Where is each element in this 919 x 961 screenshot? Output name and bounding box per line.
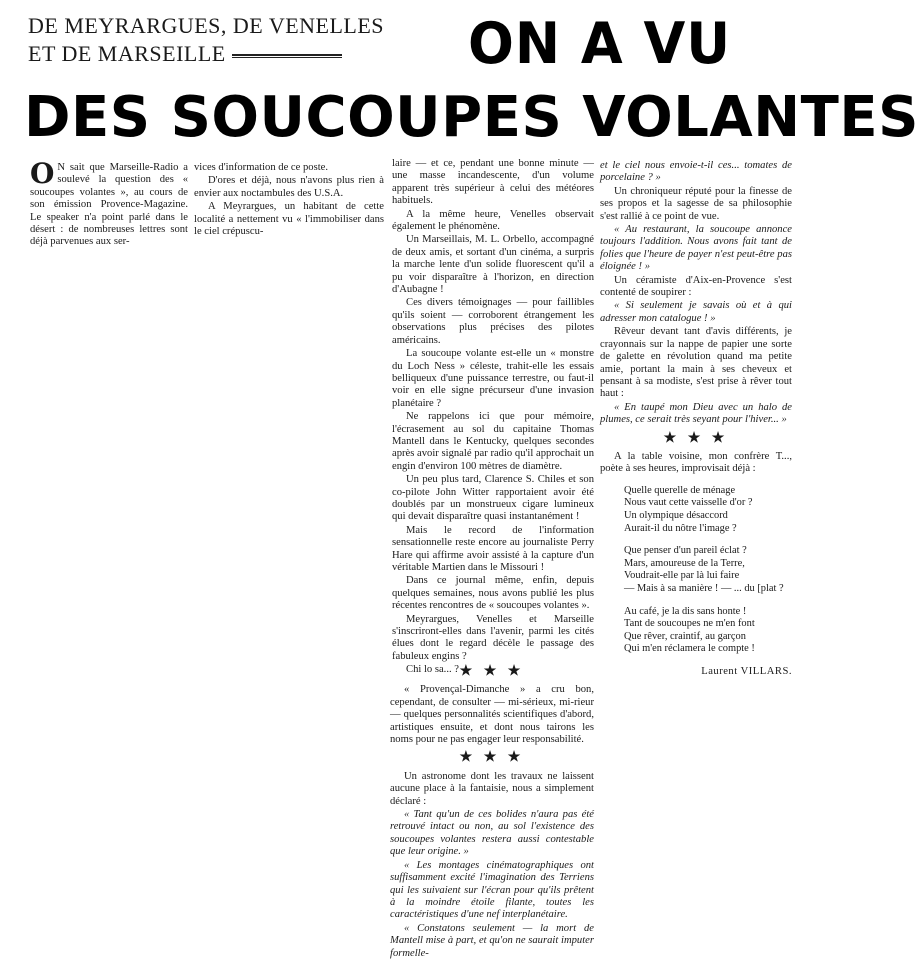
paragraph: Chi lo sa... ?: [406, 664, 459, 676]
paragraph: « Provençal-Dimanche » a cru bon, cependant, de consulter — mi-sérieux, mi-rieur — quelques personnalités scientifiques d'abord, artistiques ensuite, et dont nous tairons les noms pour ne pas engager leur responsabilité.: [390, 684, 594, 746]
article-column-2: [194, 162, 384, 239]
quote-paragraph: et le ciel nous envoie-t-il ces... tomates de porcelaine ? »: [600, 160, 792, 184]
paragraph: A la table voisine, mon confrère T..., poète à ses heures, improvisait déjà :: [600, 450, 792, 475]
section-separator-stars: ★ ★ ★: [459, 664, 525, 679]
paragraph: Un astronome dont les travaux ne laissent aucune place à la fantaisie, nous a simplement déclaré :: [390, 770, 594, 807]
quote-paragraph: « Les montages cinématographiques ont suffisamment excité l'imagination des Terriens qui les suivaient sur l'écran pour qu'ils prêtent à la moindre étoile filante, toutes les caractéristiques d'une nef interplanétaire.: [390, 859, 594, 921]
paragraph: Un céramiste d'Aix-en-Provence s'est contenté de soupirer :: [600, 274, 792, 299]
paragraph: Ces divers témoignages — pour faillibles qu'ils soient — corroborent étrangement les observations plus précises des pilotes américains.: [392, 297, 594, 346]
article-column-3: [392, 158, 594, 678]
paragraph: [30, 157, 188, 249]
kicker-line-2: ET DE MARSEILLE: [28, 41, 226, 66]
paragraph: Un Marseillais, M. L. Orbello, accompagné de deux amis, et sortant d'un cinéma, a surpris la marche lente d'un solide fluorescent qu'il a pu voir disparaître à l'horizon, en direction d'Aubagne !: [392, 234, 594, 296]
poem-stanza-2: [624, 545, 792, 595]
headline-kicker: [28, 12, 384, 68]
headline-main: DES SOUCOUPES VOLANTES: [24, 85, 919, 150]
paragraph: Meyrargues, Venelles et Marseille s'inscriront-elles dans l'avenir, parmi les cités élues dont le regard décèle le passage des fabuleux engins ?: [392, 613, 594, 662]
kicker-line-1: DE MEYRARGUES, DE VENELLES: [28, 13, 385, 38]
poem-line: — Mais à sa manière ! — ... du [plat ?: [624, 582, 784, 594]
article-column-4: [600, 160, 792, 678]
quote-paragraph: « Constatons seulement — la mort de Mantell mise à part, et qu'on ne saurait imputer formelle-: [390, 922, 594, 959]
poem-line: Tant de soucoupes ne m'en font: [624, 618, 755, 630]
paragraph: laire — et ce, pendant une bonne minute — une masse incandescente, d'un volume apparent très supérieur à celui des météores habituels.: [392, 158, 594, 207]
paragraph: Mais le record de l'information sensationnelle reste encore au journaliste Perry Hare qui affirme avoir assisté à la capture d'un véritable Martien dans le Missouri !: [392, 524, 594, 573]
poem-line: Qui m'en réclamera le compte !: [624, 643, 755, 655]
paragraph: A la même heure, Venelles observait également le phénomène.: [392, 208, 594, 233]
paragraph: Rêveur devant tant d'avis différents, je crayonnais sur la nappe de papier une sorte de galette en révolution quand ma petite amie, portant la main à ses cheveux et pensant à sa modiste, s'est prise à rêver tout haut :: [600, 326, 792, 400]
poem-stanza-3: [624, 606, 792, 656]
poem-line: Que penser d'un pareil éclat ?: [624, 545, 747, 557]
poem-line: Nous vaut cette vaisselle d'or ?: [624, 497, 753, 509]
paragraph: Un peu plus tard, Clarence S. Chiles et son co-pilote John Witter rapportaient avoir été doublés par un monstrueux cigare lumineux qui devait disparaître quasi instantanément !: [392, 474, 594, 523]
spacer: [600, 477, 792, 485]
article-column-1: [30, 157, 188, 250]
paragraph: vices d'information de ce poste.: [194, 162, 328, 173]
quote-paragraph: « Au restaurant, la soucoupe annonce toujours l'addition. Nous avons fait tant de folies que l'heure de payer n'est peut-être pas éloignée ! »: [600, 224, 792, 273]
drop-cap: O: [30, 157, 55, 190]
quote-paragraph: « En taupé mon Dieu avec un halo de plumes, ce serait très seyant pour l'hiver... »: [600, 401, 792, 426]
poem-line: Que rêver, craintif, au garçon: [624, 630, 746, 642]
poem-line: Mars, amoureuse de la Terre,: [624, 557, 745, 569]
poem-line: Quelle querelle de ménage: [624, 484, 736, 496]
paragraph: La soucoupe volante est-elle un « monstre du Loch Ness » céleste, trahit-elle les essais belliqueux d'une puissance terrestre, ou faut-il voir en elle signe précurseur d'une invasion planétaire ?: [392, 348, 594, 409]
poem-stanza-1: [624, 485, 792, 535]
paragraph: Ne rappelons ici que pour mémoire, l'écrasement au sol du capitaine Thomas Mantell dans le Kentucky, quelques secondes après avoir signalé par radio qu'il approchait un engin d'environ 100 mètres de diamètre.: [392, 411, 594, 472]
paragraph: A Meyrargues, un habitant de cette localité a nettement vu « l'immobiliser dans le ciel crépuscu-: [194, 201, 384, 238]
poem-line: Un olympique désaccord: [624, 509, 728, 521]
decorative-rule: [232, 54, 342, 58]
article-column-3-lower: [390, 660, 594, 961]
poem: [624, 485, 792, 656]
paragraph-text: N sait que Marseille-Radio a soulevé la question des « soucoupes volantes », au cours de son émission Provence-Magazine. Le speaker n'a point parlé dans le désert : de nombreuses lettres sont déjà parvenues aux ser-: [30, 162, 188, 248]
author-signature: Laurent VILLARS.: [701, 665, 792, 677]
paragraph: D'ores et déjà, nous n'avons plus rien à envier aux noctambules des U.S.A.: [194, 175, 384, 199]
headline-on-a-vu: ON A VU: [468, 10, 732, 77]
poem-line: Voudrait-elle par là lui faire: [624, 570, 740, 582]
kicker-line-2-wrap: [28, 40, 384, 68]
quote-paragraph: « Si seulement je savais où et à qui adresser mon catalogue ! »: [600, 300, 792, 324]
quote-paragraph: « Tant qu'un de ces bolides n'aura pas été retrouvé intact ou non, au sol l'existence des soucoupes volantes restera aussi contestable que leur origine. »: [390, 809, 594, 858]
section-separator-stars: ★ ★ ★: [459, 750, 525, 766]
paragraph: Dans ce journal même, enfin, depuis quelques semaines, nous avons publié les plus récentes rencontres de « soucoupes volantes ».: [392, 575, 594, 612]
paragraph: Un chroniqueur réputé pour la finesse de ses propos et la sagesse de sa philosophie s'est rallié à ce point de vue.: [600, 185, 792, 222]
poem-line: Au café, je la dis sans honte !: [624, 605, 747, 617]
poem-line: Aurait-il du nôtre l'image ?: [624, 522, 737, 534]
section-separator-stars: ★ ★ ★: [663, 430, 729, 446]
